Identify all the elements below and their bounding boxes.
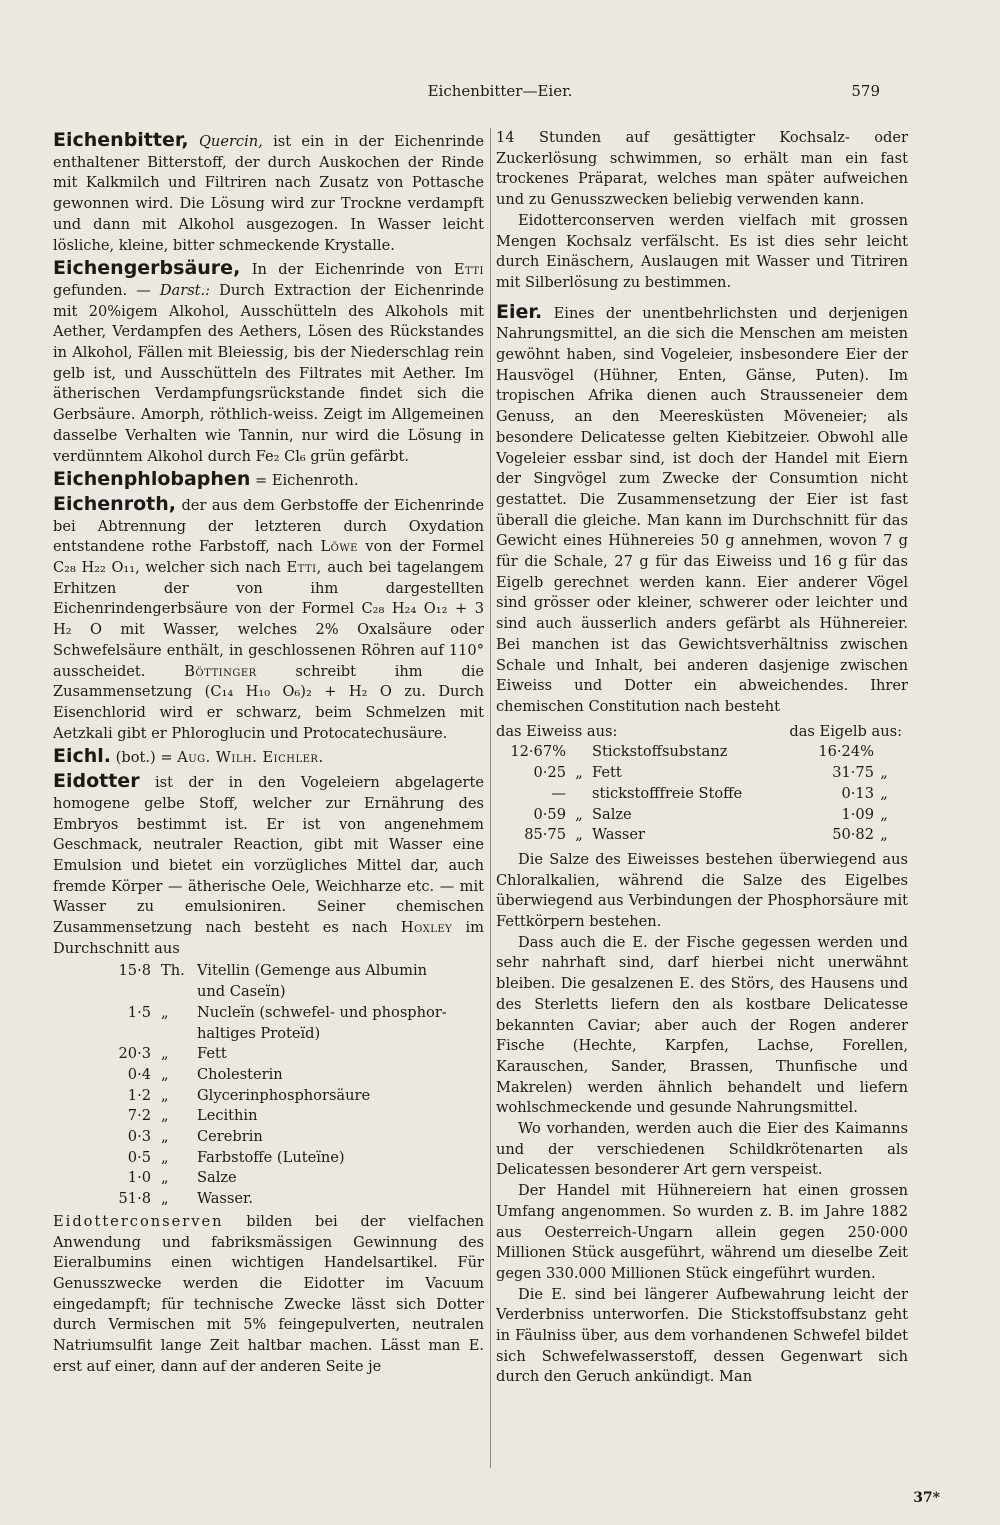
table-cell-u2 (874, 742, 894, 763)
entry-text: im Durchschnitt aus (53, 919, 484, 957)
entry-eier (496, 302, 908, 718)
table-cell-name: Wasser (592, 826, 646, 844)
composition-name: Nucleïn (schwefel- und phosphor- (197, 1003, 447, 1021)
composition-row (53, 1106, 484, 1127)
paragraph: Die Salze des Eiweisses bestehen überwiegend aus Chloralkalien, während die Salze des Eigelbes überwiegend aus Verbindungen der Phosphorsäure mit Fettkörpern bestehen. (496, 850, 908, 931)
table-cell-a: — (551, 784, 566, 802)
composition-num: 51·8 (118, 1190, 151, 1208)
composition-row (53, 1168, 484, 1189)
composition-unit: „ (161, 1169, 169, 1187)
table-cell-name: Salze (592, 805, 632, 823)
composition-row (53, 1003, 484, 1024)
composition-table (496, 722, 908, 846)
table-cell-b: 0·13 (841, 784, 874, 802)
table-header-left: das Eiweiss aus: (496, 722, 618, 740)
entry-text: Eines der unentbehrlichsten und derjenigen Nahrungsmittel, an die sich die Menschen am meisten gewöhnt haben, sind Vogeleier, insbesondere Eier der Hausvögel (Hühner, Enten, Gänse, Puten). Im tropischen Afrika dienen auch Straussenеier dem Genuss, an den Meeresküsten Möveneier; als besondere Delicatesse gelten Kiebitzeier. Obwohl alle Vogeleier essbar sind, ist doch der Handel mit Eiern der Singvögel zum Zwecke der Consumtion nicht gestattet. Die Zusammensetzung der Eier ist fast überall die gleiche. Man kann im Durchschnitt für das Gewicht eines Hühnereies 50 g annehmen, wovon 7 g für die Schale, 27 g für das Eiweiss und 16 g für das Eigelb gerechnet werden kann. Eier anderer Vögel sind grösser oder kleiner, schwerer oder leichter und sind auch äusserlich anders gefärbt als Hühnereier. Bei manchen ist das Gewichtsverhältniss zwischen Schale und Inhalt, bei anderen dasjenige zwischen Eiweiss und Dotter ein abweichendes. Ihrer chemischen Constitution nach besteht (496, 304, 908, 715)
table-cell-b: 50·82 (832, 826, 874, 844)
entry-text: Durch Extraction der Eichenrinde mit 20%igem Alkohol, Ausschütteln des Alkohols mit Aether, Verdampfen des Aethers, Lösen des Rückstandes in Alkohol, Fällen mit Bleiessig, bis der Niederschlag rein gelb ist, und Ausschütteln des Filtrates mit Aether. Im ätherischen Verdampfungsrückstande findet sich die Gerbsäure. Amorph, röthlich-weiss. Zeigt im Allgemeinen dasselbe Verhalten wie Tannin, nur wird die Lösung in verdünntem Alkohol durch Fe₂ Cl₆ grün gefärbt. (53, 281, 484, 465)
paragraph: Der Handel mit Hühnereiern hat einen grossen Umfang angenommen. So wurden z. B. im Jahre 1882 aus Oesterreich-Ungarn allein gegen 250·000 Millionen Stück ausgeführt, während um dieselbe Zeit gegen 330.000 Millionen Stück eingeführt wurden. (496, 1182, 908, 1282)
composition-row (53, 1065, 484, 1086)
right-column (496, 128, 908, 1498)
author-name: Aug. Wilh. Eichler. (177, 749, 324, 767)
paragraph: 14 Stunden auf gesättigter Kochsalz- oder Zuckerlösung schwimmen, so erhält man ein fast trockenes Präparat, welches man später aufweichen und zu Genusszwecken beliebig verwenden kann. (496, 129, 908, 209)
composition-row (53, 961, 484, 982)
composition-num: 7·2 (127, 1107, 151, 1125)
table-row (496, 805, 908, 826)
table-cell-name: Fett (592, 764, 622, 782)
table-body (496, 742, 908, 846)
table-cell-u: „ (575, 764, 583, 782)
paragraph: Dass auch die E. der Fische gegessen werden und sehr nahrhaft sind, darf hierbei nicht unerwähnt bleiben. Die gesalzenen E. des Störs, des Hausens und des Sterletts liefern den als kostbare Delicatesse bekannten Caviar; aber auch der Rogen anderer Fische (Hechte, Karpfen, Lachse, Forellen, Karauschen, Sander, Brassen, Thunfische und Makrelen) werden ähnlich behandelt und liefern wohlschmeckende und gesunde Nahrungsmittel. (496, 933, 908, 1117)
table-cell-u (566, 784, 592, 805)
table-cell-name: Stickstoffsubstanz (592, 743, 728, 761)
table-cell-u (566, 742, 592, 763)
entry-text: ist ein in der Eichenrinde enthaltener Bitterstoff, der durch Auskochen der Rinde mit Kalkmilch und Filtriren nach Zusatz von Pottasche gewonnen wird. Die Lösung wird zur Trockne verdampft und dann mit Alkohol ausgezogen. In Wasser leicht lösliche, kleine, bitter schmeckende Krystalle. (53, 133, 484, 254)
composition-name: Glycerinphosphorsäure (197, 1086, 371, 1104)
composition-name: Vitellin (Gemenge aus Albumin (197, 962, 428, 980)
headword: Eichengerbsäure, (53, 257, 241, 280)
composition-name: Fett (197, 1045, 227, 1063)
composition-unit: „ (161, 1190, 169, 1208)
table-row (496, 825, 908, 846)
table-cell-name: stickstofffreie Stoffe (592, 784, 743, 802)
composition-unit: „ (161, 1065, 169, 1083)
composition-row (53, 982, 484, 1003)
composition-unit: „ (161, 1045, 169, 1063)
headword: Eichenphlobaphen (53, 468, 251, 491)
composition-name: Lecithin (197, 1107, 258, 1125)
entry-eichenphlobaphen (53, 469, 484, 492)
composition-unit: Th. (161, 962, 185, 980)
table-row (496, 763, 908, 784)
entry-text: bilden bei der vielfachen Anwendung und fabriksmässigen Gewinnung des Eieralbumins einen wichtigen Handelsartikel. Für Genusszwecke werden die Eidotter im Vacuum eingedampft; für technische Zwecke lässt sich Dotter durch Vermischen mit 5% feingepulverten, neutralen Natriumsulfit lange Zeit haltbar machen. Lässt man E. erst auf einer, dann auf der anderen Seite je (53, 1212, 484, 1375)
composition-unit: „ (161, 1128, 169, 1146)
composition-num: 20·3 (118, 1045, 151, 1063)
table-cell-u2: „ (880, 784, 888, 802)
composition-unit: „ (161, 1086, 169, 1104)
table-header (496, 722, 908, 743)
composition-name: und Caseïn) (197, 983, 286, 1001)
entry-text: ist der in den Vogeleiern abgelagerte homogene gelbe Stoff, welcher zur Ernährung des Embryos bestimmt ist. Er ist von angenehmem Geschmack, neutraler Reaction, gibt mit Wasser eine Emulsion und bietet ein vorzügliches Mittel dar, auch fremde Körper — ätherische Oele, Weichharze etc. — mit Wasser zu emulsioniren. Seiner chemischen Zusammensetzung nach besteht es nach (53, 774, 484, 937)
author-name: Hoxley (400, 919, 453, 937)
entry-text: gefunden. — (53, 281, 151, 299)
headword: Eichl. (53, 745, 112, 768)
headword: Eichenbitter, (53, 129, 189, 151)
table-cell-u: „ (575, 805, 583, 823)
entry-text: von der Formel C₂₈ H₂₂ O₁₁, welcher sich nach (53, 538, 484, 577)
page-number: 579 (851, 82, 880, 100)
spaced-term: Eidotterconserven (53, 1212, 224, 1230)
headword: Eidotter (53, 770, 140, 793)
composition-num: 1·2 (127, 1086, 151, 1104)
author-name: Löwe (320, 538, 358, 556)
running-header (60, 82, 940, 108)
headword: Eier. (496, 300, 543, 323)
entry-eidotterconserven (53, 1212, 484, 1378)
composition-name: haltiges Proteïd) (197, 1024, 321, 1042)
entry-eichengerbsaeure (53, 258, 484, 467)
table-header-right: das Eigelb aus: (789, 722, 902, 740)
entry-text: (bot.) = (115, 749, 173, 767)
entry-eichenroth (53, 494, 484, 744)
column-divider (490, 128, 491, 1468)
entry-eidotter (53, 771, 484, 959)
composition-num: 15·8 (118, 962, 151, 980)
left-column (53, 128, 484, 1498)
composition-unit: „ (161, 1148, 169, 1166)
author-name: Böttinger (184, 662, 257, 680)
darst-label: Darst.: (159, 281, 211, 299)
table-row (496, 784, 908, 805)
composition-row (53, 1127, 484, 1148)
table-cell-a: 0·59 (533, 805, 566, 823)
entry-text: der aus dem Gerbstoffe der Eichenrinde bei Abtrennung der letzteren durch Oxydation entstandene rothe Farbstoff, nach (53, 496, 484, 556)
author-name: Etti (453, 261, 484, 279)
paragraph: Eidotterconserven werden vielfach mit grossen Mengen Kochsalz verfälscht. Es ist dies sehr leicht durch Einäschern, Auslaugen mit Wasser und Titriren mit Silberlösung zu bestimmen. (496, 211, 908, 291)
composition-unit: „ (161, 1003, 169, 1021)
composition-row (53, 1024, 484, 1045)
table-cell-u2: „ (880, 826, 888, 844)
composition-unit: „ (161, 1107, 169, 1125)
composition-row (53, 1189, 484, 1210)
composition-num: 1·5 (127, 1003, 151, 1021)
table-cell-a: 85·75 (524, 826, 566, 844)
composition-name: Wasser. (197, 1190, 254, 1208)
composition-row (53, 1148, 484, 1169)
table-cell-b: 1·09 (841, 805, 874, 823)
composition-name: Cerebrin (197, 1128, 263, 1146)
headword: Eichenroth, (53, 492, 176, 515)
table-cell-u2: „ (880, 805, 888, 823)
composition-list (53, 961, 484, 1209)
entry-eichl (53, 746, 484, 769)
table-cell-u2: „ (880, 764, 888, 782)
composition-num: 0·5 (127, 1148, 151, 1166)
composition-row (53, 1044, 484, 1065)
table-cell-b: 31·75 (832, 764, 874, 782)
composition-row (53, 1086, 484, 1107)
entry-text: auch bei tagelangem Erhitzen der von ihm dargestellten Eichenrindengerbsäure von der Formel C₂₈ H₂₄ O₁₂ + 3 H₂ O mit Wasser, welches 2% Oxalsäure oder Schwefelsäure enthält, in geschlossenen Röhren auf 110° ausscheidet. (53, 559, 484, 680)
entry-text: In der Eichenrinde von (251, 261, 443, 279)
composition-name: Farbstoffe (Luteïne) (197, 1148, 345, 1166)
composition-num: 1·0 (127, 1169, 151, 1187)
composition-name: Cholesterin (197, 1065, 283, 1083)
paragraph: Die E. sind bei längerer Aufbewahrung leicht der Verderbniss unterworfen. Die Stickstoffsubstanz geht in Fäulniss über, aus dem vorhandenen Schwefel bildet sich Schwefelwasserstoff, dessen Gegenwart sich durch den Geruch ankündigt. Man (496, 1285, 908, 1386)
table-cell-u: „ (575, 826, 583, 844)
composition-name: Salze (197, 1169, 237, 1187)
author-name: Etti, (286, 559, 322, 577)
table-cell-a: 0·25 (533, 764, 566, 782)
table-row (496, 742, 908, 763)
running-title: Eichenbitter—Eier. (427, 82, 573, 100)
composition-num: 0·3 (127, 1128, 151, 1146)
synonym: Quercin, (198, 133, 263, 150)
entry-text: schreibt ihm die Zusammensetzung (C₁₄ H₁₀ O₆)₂ + H₂ O zu. Durch Eisenchlorid wird er schwarz, beim Schmelzen mit Aetzkali gibt er Phloroglucin und Protocatechusäure. (53, 662, 484, 742)
table-cell-a: 12·67% (510, 743, 566, 761)
paragraph: Wo vorhanden, werden auch die Eier des Kaimanns und der verschiedenen Schildkrötenarten als Delicatessen besonderer Art gern verspeist. (496, 1120, 908, 1179)
composition-num: 0·4 (127, 1065, 151, 1083)
entry-eichenbitter (53, 130, 484, 256)
entry-text: = Eichenroth. (255, 472, 359, 490)
table-cell-b: 16·24% (818, 743, 874, 761)
signature-mark: 37* (913, 1490, 940, 1506)
